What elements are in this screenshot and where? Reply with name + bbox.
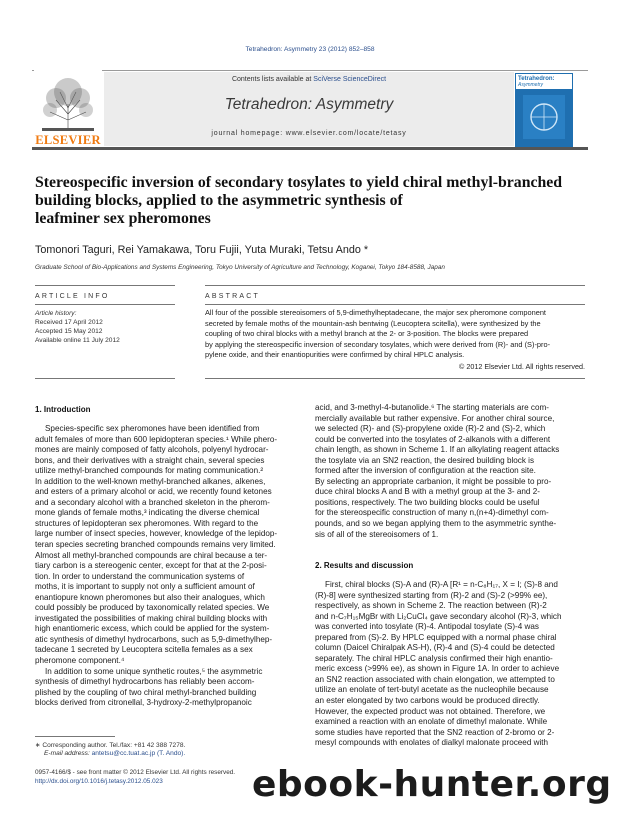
text-line: separately. The chiral HPLC analysis confirmed their high enantio- xyxy=(315,653,553,663)
text-line: could be converted into the tosylates of 2-alkanols with a different xyxy=(315,434,551,444)
title-line: leafminer sex pheromones xyxy=(35,210,211,227)
text-line: bons, and their derivatives with a straight chain, several species xyxy=(35,455,265,465)
divider xyxy=(35,285,175,286)
text-line: and esters of a primary alcohol or acid, we recently found ketones xyxy=(35,487,272,497)
email-link[interactable]: antetsu@cc.tuat.ac.jp (T. Ando). xyxy=(91,750,186,757)
abstract-label: ABSTRACT xyxy=(205,293,260,300)
journal-cover-thumbnail[interactable] xyxy=(515,73,573,147)
text-line: some studies have reported that the SN2 reaction of 2-bromo or 2- xyxy=(315,727,555,737)
accepted-date: Accepted 15 May 2012 xyxy=(35,328,103,335)
text-line: for the stereospecific construction of many n,(n+4)-dimethyl com- xyxy=(315,508,549,518)
author-affiliation: Graduate School of Bio-Applications and Systems Engineering, Tokyo University of Agriculture and Technology, Koganei, Tokyo 184-8588, Japan xyxy=(35,264,445,271)
received-date: Received 17 April 2012 xyxy=(35,319,103,326)
text-line: moths, it is important to supply not only a sufficient amount of xyxy=(35,582,255,592)
text-line: positions, respectively. The two building blocks could be useful xyxy=(315,497,540,507)
text-line: utilize methyl-branched compounds for mating communication.² xyxy=(35,466,264,476)
watermark: ebook-hunter.org xyxy=(252,764,612,805)
text-line: an SN2 reaction associated with chain elongation, we attempted to xyxy=(315,674,555,684)
abstract-line: secreted by female moths of the mountain-ash bentwing (Leucoptera scitella), were synthesized by the xyxy=(205,318,541,328)
article-title xyxy=(35,174,590,228)
divider xyxy=(205,285,585,286)
doi-link[interactable]: http://dx.doi.org/10.1016/j.tetasy.2012.05.023 xyxy=(35,778,163,785)
text-line: mesyl compounds with enolates of dialkyl malonate proceed with xyxy=(315,738,549,748)
text-line: the tosylate via an SN2 reaction, the desired building block is xyxy=(315,455,535,465)
journal-homepage-link[interactable]: journal homepage: www.elsevier.com/locate/tetasy xyxy=(211,130,407,137)
text-line: In addition to some unique synthetic routes,⁵ the asymmetric xyxy=(45,666,263,676)
online-date: Available online 11 July 2012 xyxy=(35,337,120,344)
sciencedirect-link[interactable]: SciVerse ScienceDirect xyxy=(313,76,387,83)
text-line: chain length, as shown in Scheme 1. If an alkylating reagent attacks xyxy=(315,445,560,455)
text-line: was converted into tosylate (R)-4. Antipodal tosylate (S)-4 was xyxy=(315,622,539,632)
text-line: Almost all methyl-branched compounds are chiral because a ter- xyxy=(35,550,268,560)
divider xyxy=(35,304,175,305)
text-line: However, the expected product was not obtained. Therefore, we xyxy=(315,706,546,716)
abstract-body xyxy=(205,308,585,361)
text-line: meric excess (>99% ee), as shown in Figure 1A. In order to achieve xyxy=(315,664,560,674)
journal-name-text: Tetrahedron: Asymmetry xyxy=(224,96,394,113)
article-info-label: ARTICLE INFO xyxy=(35,293,110,300)
abstract-line: by applying the stereospecific inversion of secondary tosylates, which were derived from (R)- and (S)-pro- xyxy=(205,339,551,349)
text-line: investigated the possibilities of making chiral building blocks with xyxy=(35,613,268,623)
title-line: building blocks, applied to the asymmetric synthesis of xyxy=(35,192,403,209)
text-line: large number of insect species, however, knowledge of the lepidop- xyxy=(35,529,278,539)
text-line: prepared from (S)-2. By HPLC equipped with a normal phase chiral xyxy=(315,632,557,642)
text-line: duce chiral blocks A and B with a methyl group at the 3- and 2- xyxy=(315,487,540,497)
journal-name xyxy=(104,96,514,114)
text-line: column (Daicel Chiralpak AS-H), (R)-4 and (S)-4 could be detected xyxy=(315,643,555,653)
text-line: atic synthesis of dimethyl hydrocarbons, such as 5,9-dimethylhep- xyxy=(35,634,273,644)
text-line: could possibly be produced by taxonomically related species. We xyxy=(35,603,270,613)
text-line: examined a reaction with an enolate of dimethyl malonate. While xyxy=(315,717,548,727)
text-line: tadecane 1 secreted by Leucoptera scitella females as a sex xyxy=(35,645,253,655)
text-line: plished by the coupling of two chiral methyl-branched building xyxy=(35,687,257,697)
text-line: an ester elongated by two carbons would be produced directly. xyxy=(315,696,540,706)
contents-prefix: Contents lists available at xyxy=(231,76,314,83)
text-line: acid, and 3-methyl-4-butanolide.⁶ The starting materials are com- xyxy=(315,403,549,412)
text-line: pheromone component.⁴ xyxy=(35,656,125,666)
text-line: In addition to the well-known methyl-branched alkanes, alkenes, xyxy=(35,476,266,486)
text-line: mones are mainly composed of fatty alcohols, polyenyl hydrocar- xyxy=(35,445,269,455)
text-line: utilize an enolate of tert-butyl acetate as the nucleophile because xyxy=(315,685,549,695)
introduction-body xyxy=(35,424,301,709)
text-line: structures of lepidopteran sex pheromones. With regard to the xyxy=(35,518,259,528)
text-line: By selecting an appropriate carbanion, it might be possible to pro- xyxy=(315,476,552,486)
email-footnote xyxy=(44,750,185,757)
issn-footer: 0957-4166/$ - see front matter © 2012 Elsevier Ltd. All rights reserved. xyxy=(35,769,236,776)
text-line: First, chiral blocks (S)-A and (R)-A [R¹ = n-C₈H₁₇, X = I; (S)-8 and xyxy=(325,580,558,589)
article-history-heading: Article history: xyxy=(35,310,77,317)
title-line: Stereospecific inversion of secondary tosylates to yield chiral methyl-branched xyxy=(35,174,563,191)
text-line: enantiopure known pheromones but also their analogues, which xyxy=(35,592,265,602)
divider xyxy=(205,304,585,305)
abstract-line: All four of the possible stereoisomers of 5,9-dimethylheptadecane, the major sex pheromone component xyxy=(205,308,546,317)
corresponding-author-note: ∗ Corresponding author. Tel./fax: +81 42 388 7278. xyxy=(35,742,186,749)
text-line: high enantiomeric excess, which could be applied for the system- xyxy=(35,624,270,634)
author-list: Tomonori Taguri, Rei Yamakawa, Toru Fujii, Yuta Muraki, Tetsu Ando * xyxy=(35,244,369,256)
abstract-line: pylene oxide, and their enantiopurities were confirmed by chiral HPLC analysis. xyxy=(205,350,465,360)
introduction-heading: 1. Introduction xyxy=(35,405,91,414)
cover-subtitle: Asymmetry xyxy=(518,82,543,88)
cover-title: Tetrahedron: xyxy=(518,76,555,82)
text-line: mone glands of female moths,³ indicating the diverse chemical xyxy=(35,508,260,518)
introduction-continued xyxy=(315,403,586,540)
text-line: respectively, as shown in Scheme 2. The reaction between (R)-2 xyxy=(315,601,547,611)
text-line: mercially available but rather expensive. For another chiral source, xyxy=(315,413,555,423)
doi-footer xyxy=(35,778,163,785)
contents-availability xyxy=(104,76,514,83)
text-line: and a secondary alcohol with a branched skeleton in the pherom- xyxy=(35,497,270,507)
divider xyxy=(35,378,175,379)
text-line: we selected (R)- and (S)-propylene oxide (R)-2 and (S)-2, which xyxy=(315,424,546,434)
text-line: blocks derived from citronellal, 3-hydroxy-2-methylpropanoic xyxy=(35,698,252,708)
email-label: E-mail address: xyxy=(44,750,92,757)
results-heading: 2. Results and discussion xyxy=(315,561,414,570)
text-line: adult females of more than 600 lepidopteran species.¹ While phero- xyxy=(35,434,278,444)
abstract-line: coupling of two chiral blocks with a methyl branch at the 2- or 3-position. The blocks were prepared xyxy=(205,329,529,339)
text-line: and n-C₇H₁₅MgBr with Li₂CuCl₄ gave secondary alcohol (R)-3, which xyxy=(315,611,562,621)
elsevier-wordmark: ELSEVIER xyxy=(35,133,101,147)
results-body xyxy=(315,580,586,749)
footnote-divider xyxy=(35,736,115,737)
journal-reference[interactable]: Tetrahedron: Asymmetry 23 (2012) 852–858 xyxy=(245,46,375,53)
text-line: Species-specific sex pheromones have been identified from xyxy=(45,424,260,433)
text-line: formed after the inversion of configuration at the reaction site. xyxy=(315,466,536,476)
text-line: teran species secreting branched compounds remains very limited. xyxy=(35,540,276,550)
text-line: tiary carbon is a stereogenic center, except for that at the 2-posi- xyxy=(35,561,267,571)
text-line: sis of all of the stereoisomers of 1. xyxy=(315,529,439,539)
text-line: pounds, and so we began applying them to the asymmetric synthe- xyxy=(315,519,557,529)
abstract-copyright: © 2012 Elsevier Ltd. All rights reserved. xyxy=(459,362,585,371)
text-line: (R)-8] were synthesized starting from (R)-2 and (S)-2 (>99% ee), xyxy=(315,590,548,600)
text-line: tion. In order to understand the communication systems of xyxy=(35,571,245,581)
text-line: synthesis of dimethyl hydrocarbons has reliably been accom- xyxy=(35,677,255,687)
divider xyxy=(205,378,585,379)
cover-art-icon xyxy=(523,95,565,139)
